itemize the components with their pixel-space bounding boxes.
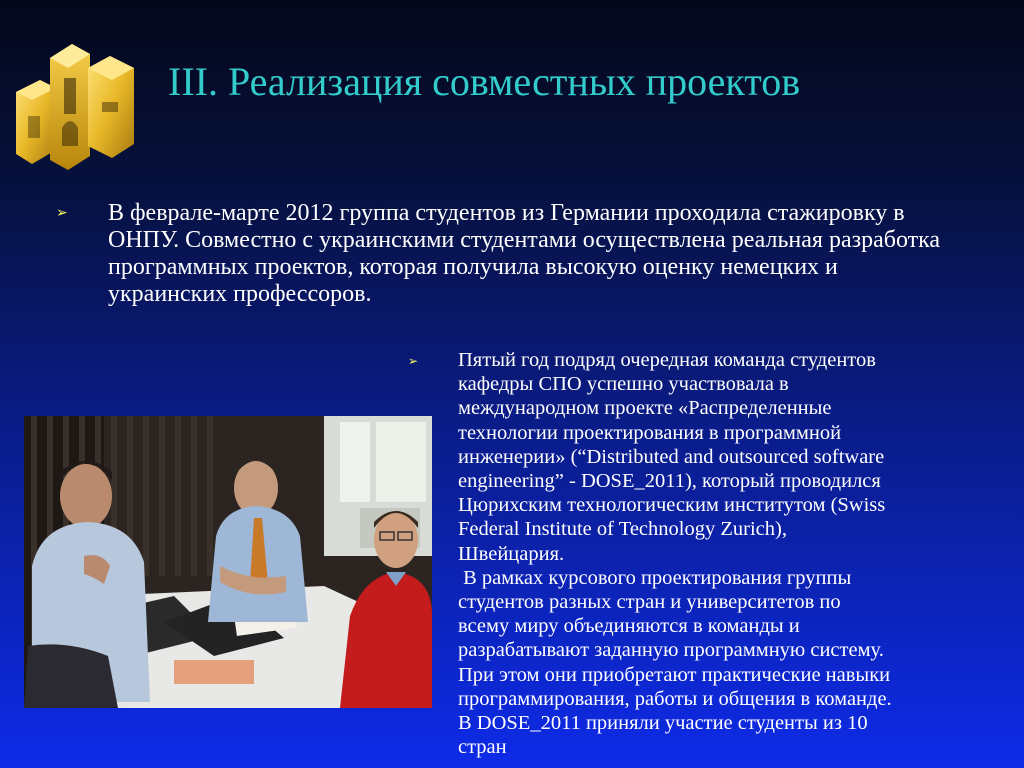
bullet-text-line: В DOSE_2011 приняли участие студенты из 10 <box>458 712 868 735</box>
bullet-text-1: В феврале-марте 2012 группа студентов из Германии проходила стажировку в ОНПУ. Совместно с украинскими студентами осуществлена реальная разработка программных проектов, которая получила высокую оценку немецких и украинских профессоров. <box>108 200 941 307</box>
bullet-text-line: Швейцария. <box>458 542 565 565</box>
bullet-text-line: кафедры СПО успешно участвовала в <box>458 373 789 396</box>
bullet-text-line: стран <box>458 736 507 759</box>
arrow-bullet-icon: ➢ <box>56 206 68 221</box>
university-logo-icon <box>10 32 140 172</box>
bullet-text-line: Пятый год подряд очередная команда студентов <box>458 349 876 371</box>
bullet-text-line: технологии проектирования в программной <box>458 421 842 444</box>
bullet-text-line: Federal Institute of Technology Zurich), <box>458 518 787 541</box>
bullet-text-line: В рамках курсового проектирования группы <box>458 566 852 589</box>
bullet-text-line: программирования, работы и общения в команде. <box>458 687 892 710</box>
bullet-text-line: студентов разных стран и университетов по <box>458 591 841 614</box>
arrow-bullet-icon: ➢ <box>408 354 419 368</box>
bullet-text-line: разрабатывают заданную программную систему. <box>458 639 884 662</box>
bullet-text-2 <box>458 348 1014 759</box>
bullet-text-line: Цюрихским технологическим институтом (Swiss <box>458 494 886 517</box>
slide-title: III. Реализация совместных проектов <box>168 59 801 104</box>
bullet-text-line: международном проекте «Распределенные <box>458 397 832 420</box>
bullet-text-line: всему миру объединяются в команды и <box>458 615 800 638</box>
bullet-text-line: При этом они приобретают практические навыки <box>458 663 891 686</box>
bullet-text-line: инженерии» (“Distributed and outsourced software <box>458 445 885 468</box>
team-photo <box>24 416 432 708</box>
bullet-text-line: engineering” - DOSE_2011), который проводился <box>458 470 881 493</box>
